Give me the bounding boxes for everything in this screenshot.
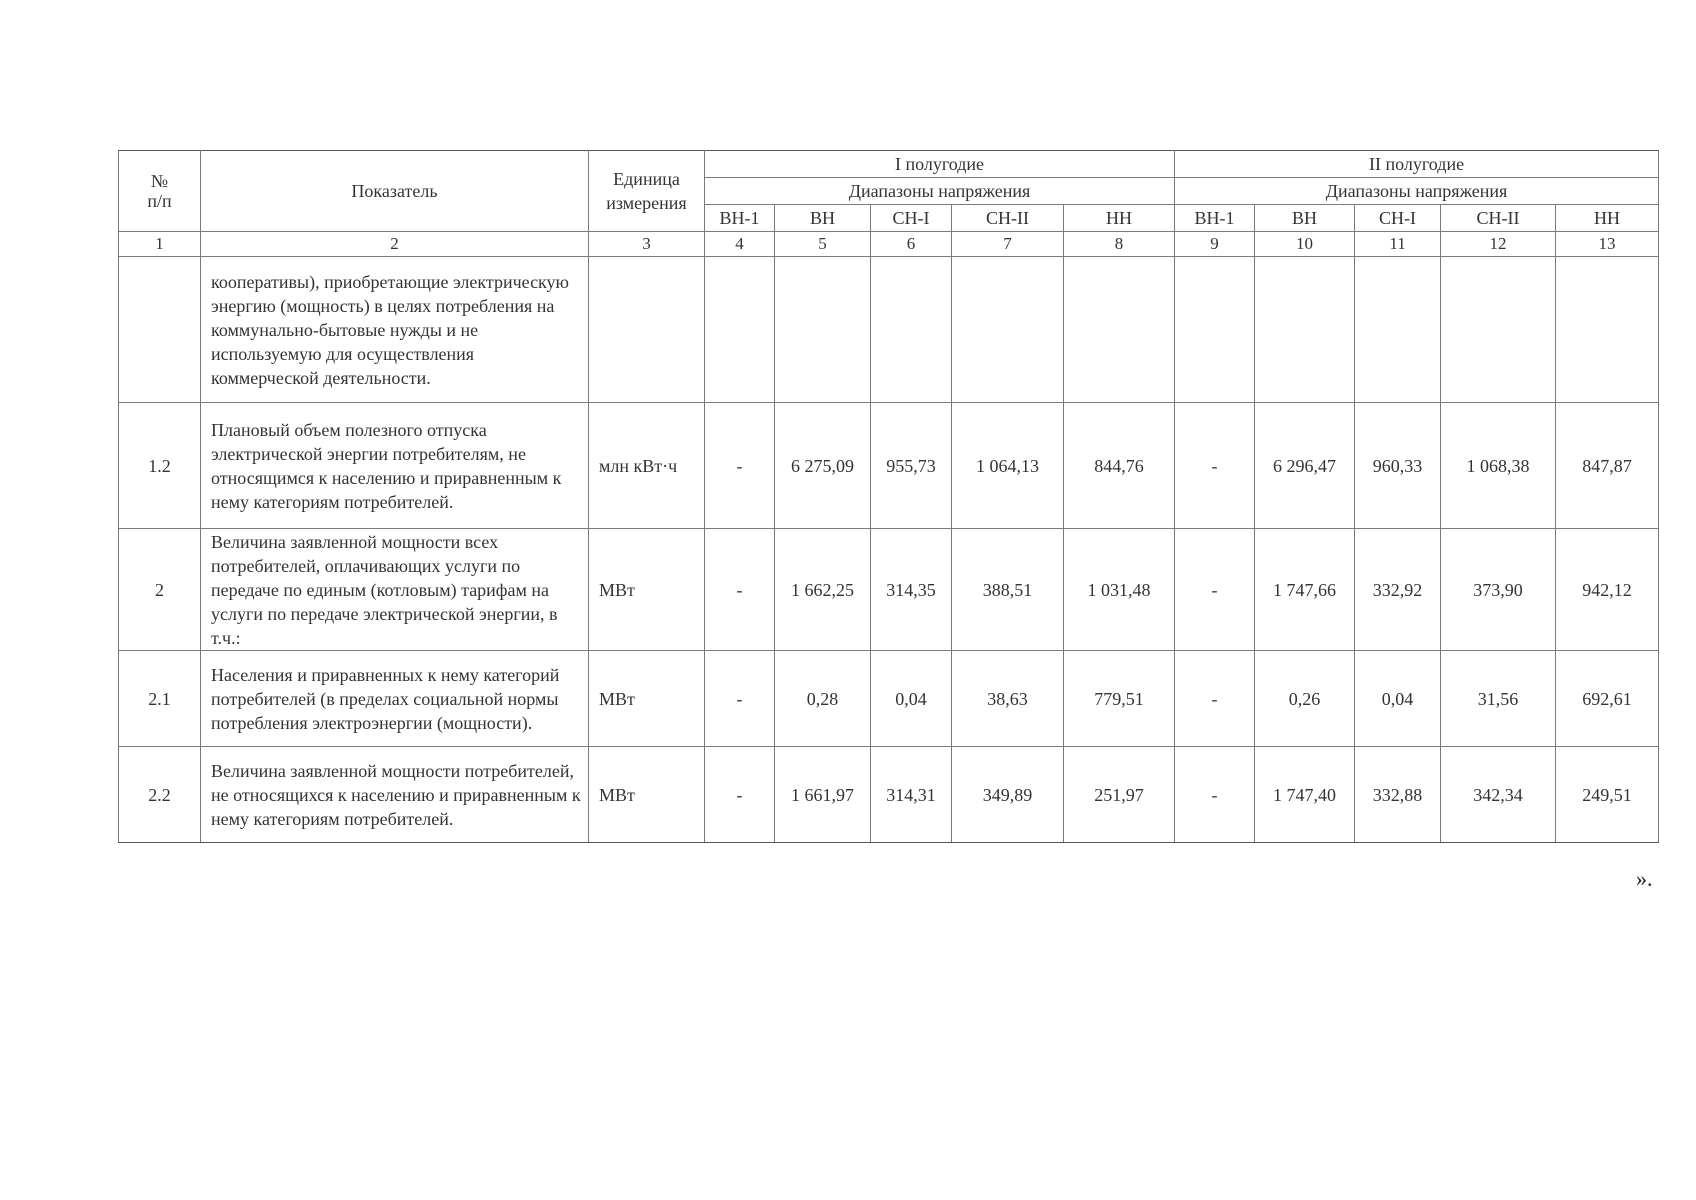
row-value: 0,04: [871, 651, 952, 747]
row-value: 960,33: [1355, 403, 1441, 529]
column-number: 9: [1175, 232, 1255, 257]
closing-quote-mark: ».: [1636, 866, 1653, 891]
row-value: [871, 257, 952, 403]
row-value: [1441, 257, 1556, 403]
column-number: 7: [952, 232, 1064, 257]
header-half-1: I полугодие: [705, 151, 1175, 178]
header-level: НН: [1064, 205, 1175, 232]
row-value: 332,92: [1355, 529, 1441, 651]
row-num: 2: [119, 529, 201, 651]
header-voltage-ranges-2: Диапазоны напряжения: [1175, 178, 1659, 205]
row-value: [952, 257, 1064, 403]
header-level: СН-II: [952, 205, 1064, 232]
row-value: 388,51: [952, 529, 1064, 651]
row-indicator: кооперативы), приобретающие электрическую энергию (мощность) в целях потребления на коммунально-бытовые нужды и не используемую для осуществления коммерческой деятельности.: [201, 257, 589, 403]
row-value: 314,35: [871, 529, 952, 651]
row-value: -: [1175, 747, 1255, 843]
header-voltage-ranges-1: Диапазоны напряжения: [705, 178, 1175, 205]
row-value: [1556, 257, 1659, 403]
header-level: СН-I: [871, 205, 952, 232]
row-value: 1 068,38: [1441, 403, 1556, 529]
table-row: [119, 651, 1659, 747]
row-indicator: Населения и приравненных к нему категорий потребителей (в пределах социальной нормы потребления электроэнергии (мощности).: [201, 651, 589, 747]
row-value: 251,97: [1064, 747, 1175, 843]
row-value: 31,56: [1441, 651, 1556, 747]
row-value: 6 275,09: [775, 403, 871, 529]
column-number: 8: [1064, 232, 1175, 257]
row-unit: МВт: [589, 529, 705, 651]
row-value: 373,90: [1441, 529, 1556, 651]
row-value: 349,89: [952, 747, 1064, 843]
header-num: № п/п: [119, 151, 201, 232]
row-value: -: [705, 529, 775, 651]
column-number: 1: [119, 232, 201, 257]
row-value: 249,51: [1556, 747, 1659, 843]
table-row: [119, 257, 1659, 403]
header-level: ВН: [775, 205, 871, 232]
row-value: -: [705, 747, 775, 843]
tariff-table: [118, 150, 1659, 843]
row-value: -: [705, 403, 775, 529]
row-value: -: [705, 651, 775, 747]
column-number: 2: [201, 232, 589, 257]
row-value: 38,63: [952, 651, 1064, 747]
row-value: 942,12: [1556, 529, 1659, 651]
column-number: 12: [1441, 232, 1556, 257]
column-number: 4: [705, 232, 775, 257]
column-numbers-row: [119, 232, 1659, 257]
column-number: 10: [1255, 232, 1355, 257]
table-row: [119, 747, 1659, 843]
row-unit: МВт: [589, 651, 705, 747]
header-level: ВН: [1255, 205, 1355, 232]
row-value: 0,26: [1255, 651, 1355, 747]
row-value: -: [1175, 529, 1255, 651]
header-level: СН-I: [1355, 205, 1441, 232]
row-value: 1 747,40: [1255, 747, 1355, 843]
row-value: 1 064,13: [952, 403, 1064, 529]
row-value: 0,04: [1355, 651, 1441, 747]
row-unit: [589, 257, 705, 403]
row-value: [705, 257, 775, 403]
row-num: [119, 257, 201, 403]
header-level: ВН-1: [705, 205, 775, 232]
row-value: 6 296,47: [1255, 403, 1355, 529]
table-row: [119, 403, 1659, 529]
header-level: ВН-1: [1175, 205, 1255, 232]
row-value: -: [1175, 403, 1255, 529]
row-num: 1.2: [119, 403, 201, 529]
row-value: 342,34: [1441, 747, 1556, 843]
row-value: 1 661,97: [775, 747, 871, 843]
column-number: 13: [1556, 232, 1659, 257]
row-num: 2.1: [119, 651, 201, 747]
row-value: 692,61: [1556, 651, 1659, 747]
row-value: 1 031,48: [1064, 529, 1175, 651]
row-value: 1 747,66: [1255, 529, 1355, 651]
row-indicator: Плановый объем полезного отпуска электрической энергии потребителям, не относящимся к населению и приравненным к нему категориям потребителей.: [201, 403, 589, 529]
header-row-periods: [119, 151, 1659, 178]
header-level: СН-II: [1441, 205, 1556, 232]
row-value: 314,31: [871, 747, 952, 843]
row-value: 844,76: [1064, 403, 1175, 529]
column-number: 6: [871, 232, 952, 257]
row-value: 955,73: [871, 403, 952, 529]
row-indicator: Величина заявленной мощности всех потребителей, оплачивающих услуги по передаче по единым (котловым) тарифам на услуги по передаче электрической энергии, в т.ч.:: [201, 529, 589, 651]
row-value: 332,88: [1355, 747, 1441, 843]
table-row: [119, 529, 1659, 651]
column-number: 11: [1355, 232, 1441, 257]
header-level: НН: [1556, 205, 1659, 232]
row-value: 847,87: [1556, 403, 1659, 529]
header-half-2: II полугодие: [1175, 151, 1659, 178]
row-value: 0,28: [775, 651, 871, 747]
row-num: 2.2: [119, 747, 201, 843]
row-value: -: [1175, 651, 1255, 747]
row-value: [1175, 257, 1255, 403]
column-number: 3: [589, 232, 705, 257]
row-unit: МВт: [589, 747, 705, 843]
header-unit: Единица измерения: [589, 151, 705, 232]
row-unit: млн кВт·ч: [589, 403, 705, 529]
row-value: 779,51: [1064, 651, 1175, 747]
row-value: [1355, 257, 1441, 403]
row-value: 1 662,25: [775, 529, 871, 651]
column-number: 5: [775, 232, 871, 257]
header-indicator: Показатель: [201, 151, 589, 232]
row-value: [1064, 257, 1175, 403]
row-value: [775, 257, 871, 403]
row-value: [1255, 257, 1355, 403]
row-indicator: Величина заявленной мощности потребителей, не относящихся к населению и приравненным к нему категориям потребителей.: [201, 747, 589, 843]
